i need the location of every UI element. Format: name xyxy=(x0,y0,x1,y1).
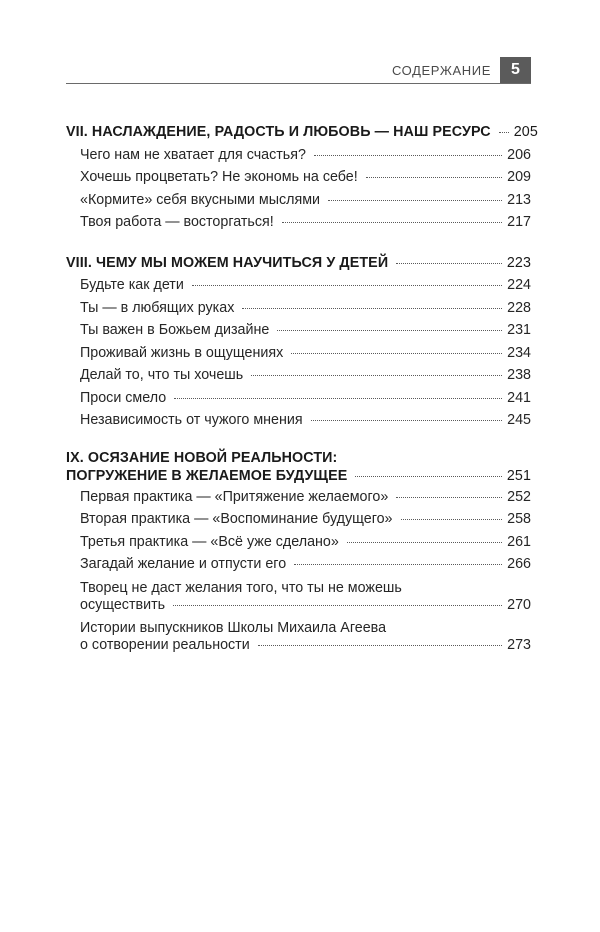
entry-title: Проживай жизнь в ощущениях xyxy=(80,344,284,361)
toc-entry[interactable] xyxy=(66,342,531,365)
dot-leader xyxy=(311,420,503,421)
toc-entry[interactable] xyxy=(66,620,531,654)
chapter-title: VII. НАСЛАЖДЕНИЕ, РАДОСТЬ И ЛЮБОВЬ — НАШ РЕСУРС xyxy=(66,124,491,140)
toc-entry[interactable] xyxy=(66,531,531,554)
page-ref: 223 xyxy=(506,254,531,271)
chapter-title-line1: IX. ОСЯЗАНИЕ НОВОЙ РЕАЛЬНОСТИ: xyxy=(66,449,338,466)
dot-leader xyxy=(294,564,502,565)
page-ref: 217 xyxy=(507,214,531,230)
toc-section-ix xyxy=(66,450,531,654)
entry-title: Загадай желание и отпусти его xyxy=(80,556,287,572)
page-ref: 270 xyxy=(507,596,531,613)
entry-title-line1: Творец не даст желания того, что ты не можешь xyxy=(80,579,402,596)
entry-title: Чего нам не хватает для счастья? xyxy=(80,146,306,163)
page-ref: 245 xyxy=(507,412,531,428)
toc-entry[interactable] xyxy=(66,508,531,531)
toc-entry[interactable] xyxy=(66,319,531,342)
page-ref: 231 xyxy=(507,322,531,338)
entry-title-line2: осуществить xyxy=(80,596,166,613)
dot-leader xyxy=(396,497,502,498)
dot-leader xyxy=(499,132,509,133)
toc-entry[interactable] xyxy=(66,166,531,189)
page-ref: 234 xyxy=(507,344,531,361)
toc-entry[interactable] xyxy=(66,274,531,297)
dot-leader xyxy=(366,177,502,178)
entry-title: Проси смело xyxy=(80,389,167,406)
dot-leader xyxy=(242,308,502,309)
dot-leader xyxy=(277,330,502,331)
toc-chapter-heading[interactable] xyxy=(66,252,531,275)
entry-title-line1: Истории выпускников Школы Михаила Агеева xyxy=(80,619,387,636)
entry-title: Независимость от чужого мнения xyxy=(80,412,303,428)
page-ref: 273 xyxy=(507,636,531,653)
dot-leader xyxy=(396,263,502,264)
page-ref: 266 xyxy=(507,556,531,572)
entry-title: Ты — в любящих руках xyxy=(80,299,235,316)
toc-entry[interactable] xyxy=(66,387,531,410)
toc-entry[interactable] xyxy=(66,364,531,387)
toc-entry[interactable] xyxy=(66,211,531,234)
toc-entry[interactable] xyxy=(66,297,531,320)
page-ref: 252 xyxy=(507,488,531,505)
page-ref: 238 xyxy=(507,367,531,383)
dot-leader xyxy=(282,222,502,223)
toc-entry[interactable] xyxy=(66,580,531,614)
dot-leader xyxy=(258,645,502,646)
toc-entry[interactable] xyxy=(66,553,531,576)
toc-section-vii xyxy=(66,121,538,234)
page-ref: 228 xyxy=(507,299,531,316)
chapter-title-line2: ПОГРУЖЕНИЕ В ЖЕЛАЕМОЕ БУДУЩЕЕ xyxy=(66,467,348,484)
page-ref: 213 xyxy=(507,191,531,208)
dot-leader xyxy=(251,375,502,376)
page-ref: 205 xyxy=(513,124,538,140)
page-ref: 261 xyxy=(507,533,531,550)
entry-title: Первая практика — «Притяжение желаемого» xyxy=(80,488,389,505)
entry-title: «Кормите» себя вкусными мыслями xyxy=(80,191,321,208)
table-of-contents xyxy=(66,121,538,654)
toc-entry[interactable] xyxy=(66,189,531,212)
page-ref: 251 xyxy=(506,467,531,484)
running-header xyxy=(392,57,531,83)
page-number-badge: 5 xyxy=(500,57,531,83)
dot-leader xyxy=(401,519,503,520)
entry-title: Третья практика — «Всё уже сделано» xyxy=(80,533,339,550)
toc-section-viii xyxy=(66,252,531,432)
header-rule xyxy=(66,83,531,84)
toc-entry[interactable] xyxy=(66,486,531,509)
toc-entry[interactable] xyxy=(66,144,531,167)
page-ref: 209 xyxy=(507,169,531,185)
dot-leader xyxy=(173,605,502,606)
toc-entry[interactable] xyxy=(66,409,531,432)
entry-title: Вторая практика — «Воспоминание будущего» xyxy=(80,511,393,527)
page-ref: 258 xyxy=(507,511,531,527)
dot-leader xyxy=(291,353,502,354)
entry-title: Делай то, что ты хочешь xyxy=(80,367,244,383)
dot-leader xyxy=(347,542,502,543)
toc-chapter-heading[interactable] xyxy=(66,121,538,144)
page-ref: 206 xyxy=(507,146,531,163)
dot-leader xyxy=(192,285,502,286)
dot-leader xyxy=(314,155,502,156)
running-title: СОДЕРЖАНИЕ xyxy=(391,62,491,78)
page-ref: 241 xyxy=(507,389,531,406)
entry-title: Хочешь процветать? Не экономь на себе! xyxy=(80,169,358,185)
page-ref: 224 xyxy=(507,277,531,293)
toc-chapter-heading[interactable] xyxy=(66,450,531,486)
entry-title: Будьте как дети xyxy=(80,277,184,293)
dot-leader xyxy=(355,476,501,477)
entry-title: Ты важен в Божьем дизайне xyxy=(80,322,270,338)
dot-leader xyxy=(328,200,502,201)
entry-title-line2: о сотворении реальности xyxy=(80,636,250,653)
entry-title: Твоя работа — восторгаться! xyxy=(80,214,274,230)
chapter-title: VIII. ЧЕМУ МЫ МОЖЕМ НАУЧИТЬСЯ У ДЕТЕЙ xyxy=(66,254,389,271)
dot-leader xyxy=(174,398,502,399)
